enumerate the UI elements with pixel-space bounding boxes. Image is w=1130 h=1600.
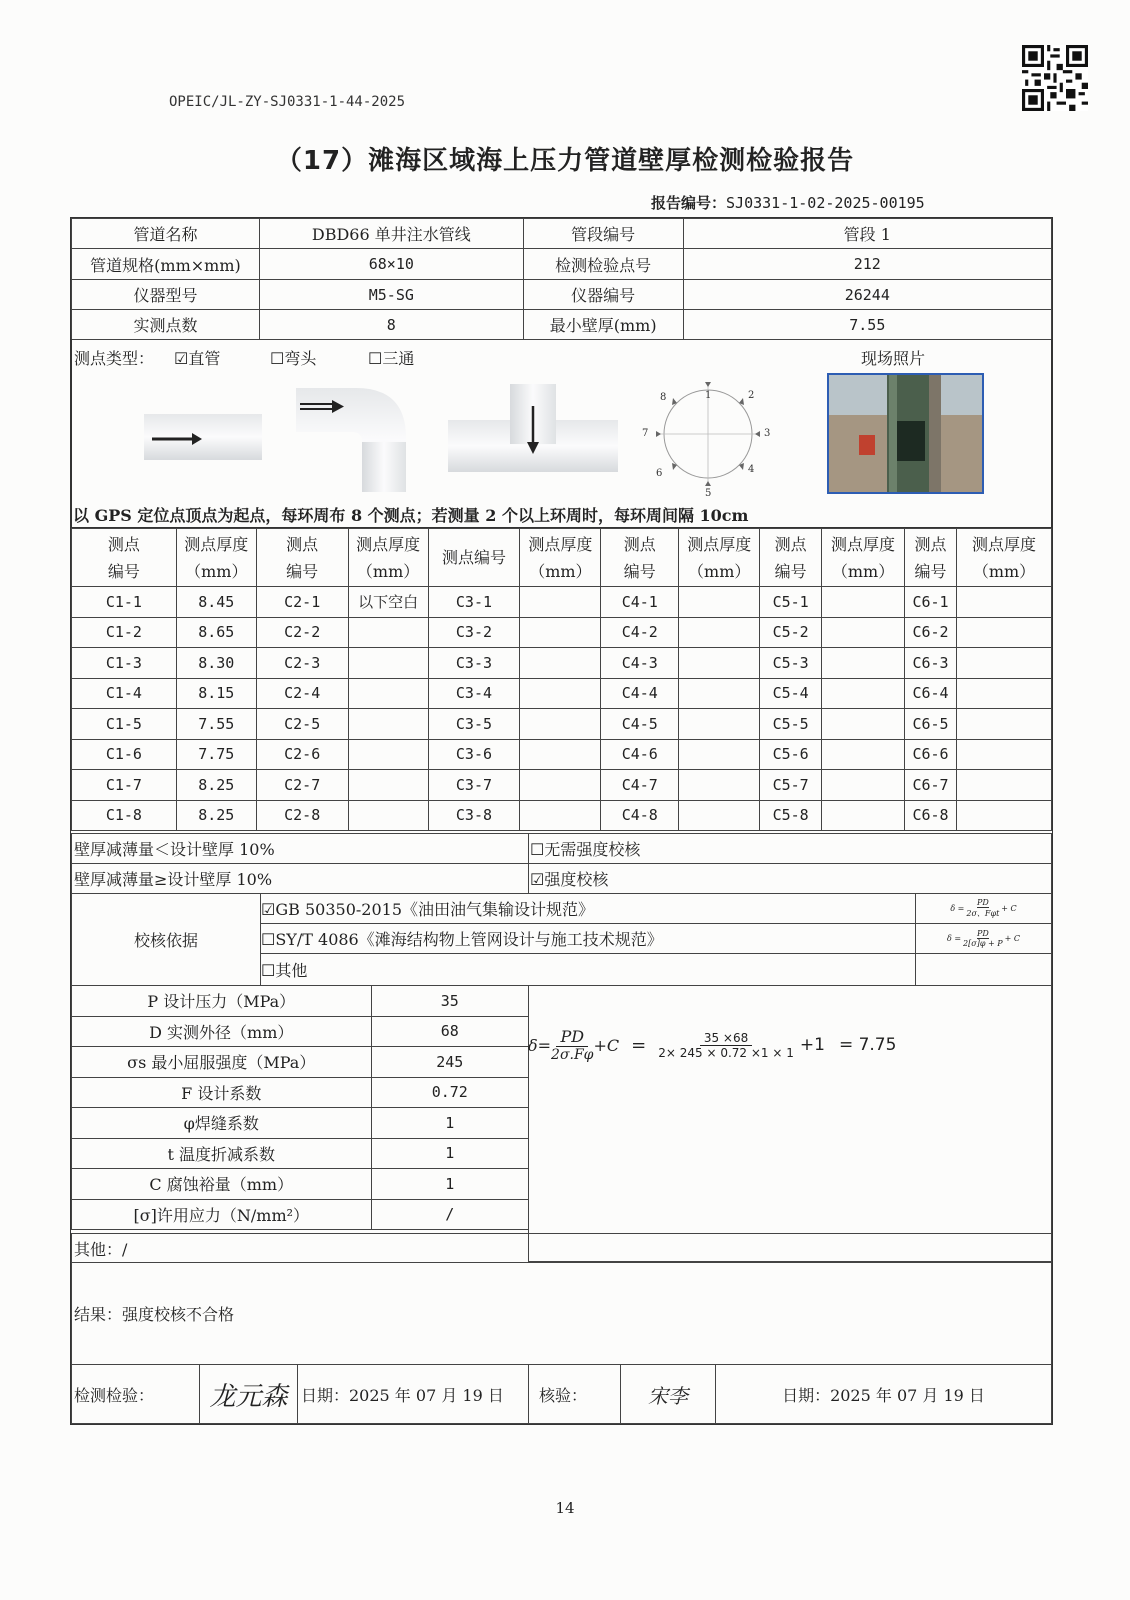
- point-id-cell: C1-3: [72, 648, 177, 679]
- param-label: F 设计系数: [72, 1077, 372, 1108]
- param-value: 0.72: [371, 1077, 528, 1108]
- segment-value: 管段 1: [683, 219, 1051, 249]
- measure-header-8: 测点 编号: [760, 529, 822, 587]
- point-id-cell: C6-6: [905, 739, 957, 770]
- strength-check-option: ☑强度校核: [528, 863, 1052, 894]
- basis-opt1: ☑GB 50350-2015《油田油气集输设计规范》: [260, 893, 916, 924]
- calculation: δ= $\frac{PD}{2\sigma.F\varphi}$ +C = $\frac{35 \times 68}{2\times 245 \times 0.72 \times 1 \times 1}$ +1 = 7.75: [528, 1027, 897, 1063]
- thickness-cell: 8.25: [176, 770, 256, 801]
- basis-formula2: δ = $\frac{PD}{2[\sigma]\varphi + P}$ + C: [915, 923, 1052, 954]
- basis-formula1: δ = PD 2σ、Fφt + C: [915, 893, 1052, 924]
- count-label: 实测点数: [72, 310, 260, 340]
- point-id-cell: C4-7: [601, 770, 679, 801]
- diagram-num-1: 1: [705, 390, 712, 401]
- point-id-cell: C4-3: [601, 648, 679, 679]
- point-id-cell: C2-2: [256, 617, 348, 648]
- page-title: （17）滩海区域海上压力管道壁厚检测检验报告: [275, 146, 855, 176]
- min-thick-value: 7.55: [683, 310, 1051, 340]
- param-label: σs 最小屈服强度（MPa）: [72, 1047, 372, 1078]
- gps-note: 以 GPS 定位点顶点为起点，每环周布 8 个测点；若测量 2 个以上环周时，每环周间隔 10cm: [73, 506, 749, 525]
- point-id-cell: C1-8: [72, 800, 177, 831]
- point-id-cell: C2-7: [256, 770, 348, 801]
- no-check-option: ☐无需强度校核: [528, 833, 1052, 864]
- other-row: 其他：/: [71, 1233, 1052, 1263]
- point-id-cell: C4-8: [601, 800, 679, 831]
- point-id-cell: C2-4: [256, 678, 348, 709]
- basis-opt3: ☐其他: [260, 953, 916, 986]
- min-thick-label: 最小壁厚(mm): [523, 310, 683, 340]
- param-value: 245: [371, 1047, 528, 1078]
- thickness-cell: 7.55: [176, 709, 256, 740]
- point-id-cell: C4-5: [601, 709, 679, 740]
- basis-opt2: ☐SY/T 4086《滩海结构物上管网设计与施工技术规范》: [260, 923, 916, 954]
- point-id-cell: C6-8: [905, 800, 957, 831]
- point-id-cell: C5-6: [760, 739, 822, 770]
- reduction-less-row: 壁厚减薄量＜设计壁厚 10%: [71, 833, 529, 864]
- measure-header-1: 测点厚度 （mm）: [176, 529, 256, 587]
- point-id-cell: C1-6: [72, 739, 177, 770]
- instrument-no-label: 仪器编号: [523, 280, 683, 310]
- thickness-cell: 8.30: [176, 648, 256, 679]
- point-id-cell: C3-4: [428, 678, 520, 709]
- point-no-value: 212: [683, 249, 1051, 280]
- point-id-cell: C3-1: [428, 587, 520, 618]
- measure-header-6: 测点 编号: [601, 529, 679, 587]
- thickness-cell: 7.75: [176, 739, 256, 770]
- point-id-cell: C5-4: [760, 678, 822, 709]
- spec-label: 管道规格(mm×mm): [72, 249, 260, 280]
- instrument-model-label: 仪器型号: [72, 280, 260, 310]
- inspector-label: 检测检验：: [71, 1364, 200, 1424]
- point-id-cell: C3-8: [428, 800, 520, 831]
- point-id-cell: C4-2: [601, 617, 679, 648]
- param-label: [σ]许用应力（N/mm²）: [72, 1199, 372, 1230]
- report-number: 报告编号：SJ0331-1-02-2025-00195: [651, 194, 925, 212]
- point-id-cell: C4-6: [601, 739, 679, 770]
- param-value: 68: [371, 1016, 528, 1047]
- instrument-no-value: 26244: [683, 280, 1051, 310]
- param-label: D 实测外径（mm）: [72, 1016, 372, 1047]
- tee-checkbox: ☐三通: [368, 349, 415, 368]
- point-id-cell: C3-3: [428, 648, 520, 679]
- point-id-cell: C2-6: [256, 739, 348, 770]
- param-value: 35: [371, 986, 528, 1017]
- param-value: /: [371, 1199, 528, 1230]
- point-id-cell: C6-5: [905, 709, 957, 740]
- point-id-cell: C3-6: [428, 739, 520, 770]
- thickness-cell: 以下空白: [348, 587, 428, 618]
- point-id-cell: C5-8: [760, 800, 822, 831]
- point-id-cell: C6-3: [905, 648, 957, 679]
- point-id-cell: C3-2: [428, 617, 520, 648]
- measure-header-2: 测点 编号: [256, 529, 348, 587]
- photo-label: 现场照片: [861, 349, 926, 368]
- page-number: 14: [555, 1499, 575, 1517]
- thickness-cell: 8.15: [176, 678, 256, 709]
- thickness-cell: 8.65: [176, 617, 256, 648]
- point-id-cell: C5-3: [760, 648, 822, 679]
- param-label: C 腐蚀裕量（mm）: [72, 1169, 372, 1200]
- result-row: 结果：强度校核不合格: [71, 1262, 1052, 1365]
- pipe-name-label: 管道名称: [72, 219, 260, 249]
- straight-pipe-checkbox: ☑直管: [174, 349, 221, 368]
- thickness-cell: 8.25: [176, 800, 256, 831]
- elbow-checkbox: ☐弯头: [270, 349, 317, 368]
- measure-header-10: 测点 编号: [905, 529, 957, 587]
- diagram-num-3: 3: [764, 428, 771, 439]
- point-id-cell: C6-1: [905, 587, 957, 618]
- diagram-num-2: 2: [748, 390, 755, 401]
- param-label: P 设计压力（MPa）: [72, 986, 372, 1017]
- point-id-cell: C2-5: [256, 709, 348, 740]
- point-id-cell: C1-1: [72, 587, 177, 618]
- point-id-cell: C5-5: [760, 709, 822, 740]
- inspector-signature: 龙元森: [199, 1364, 298, 1424]
- point-id-cell: C2-1: [256, 587, 348, 618]
- param-label: t 温度折减系数: [72, 1138, 372, 1169]
- date-inspector: 日期：2025 年 07 月 19 日: [297, 1364, 529, 1424]
- qr-code-icon: [1022, 45, 1088, 111]
- basis-label-cell: 校核依据: [71, 893, 261, 986]
- measure-header-11: 测点厚度 （mm）: [956, 529, 1051, 587]
- point-id-cell: C6-7: [905, 770, 957, 801]
- point-id-cell: C5-1: [760, 587, 822, 618]
- param-value: 1: [371, 1138, 528, 1169]
- diagram-num-8: 8: [660, 392, 667, 403]
- point-id-cell: C1-7: [72, 770, 177, 801]
- diagram-num-5: 5: [705, 488, 712, 498]
- point-id-cell: C2-8: [256, 800, 348, 831]
- point-id-cell: C5-7: [760, 770, 822, 801]
- point-id-cell: C6-4: [905, 678, 957, 709]
- diagram-num-7: 7: [642, 428, 649, 439]
- document-code: OPEIC/JL-ZY-SJ0331-1-44-2025: [169, 94, 406, 110]
- pipe-name-value: DBD66 单井注水管线: [259, 219, 523, 249]
- measure-header-9: 测点厚度 （mm）: [822, 529, 905, 587]
- point-id-cell: C5-2: [760, 617, 822, 648]
- point-id-cell: C1-5: [72, 709, 177, 740]
- point-id-cell: C4-1: [601, 587, 679, 618]
- point-id-cell: C1-4: [72, 678, 177, 709]
- point-id-cell: C4-4: [601, 678, 679, 709]
- reduction-more-row: 壁厚减薄量≥设计壁厚 10%: [71, 863, 529, 894]
- point-id-cell: C3-5: [428, 709, 520, 740]
- thickness-cell: 8.45: [176, 587, 256, 618]
- point-type-label: 测点类型：: [74, 349, 155, 368]
- param-value: 1: [371, 1108, 528, 1139]
- instrument-model-value: M5-SG: [259, 280, 523, 310]
- point-id-cell: C3-7: [428, 770, 520, 801]
- param-label: φ焊缝系数: [72, 1108, 372, 1139]
- measure-header-3: 测点厚度 （mm）: [348, 529, 428, 587]
- measure-header-0: 测点 编号: [72, 529, 177, 587]
- measure-header-5: 测点厚度 （mm）: [520, 529, 601, 587]
- measure-header-4: 测点编号: [428, 529, 520, 587]
- point-no-label: 检测检验点号: [523, 249, 683, 280]
- param-value: 1: [371, 1169, 528, 1200]
- point-id-cell: C6-2: [905, 617, 957, 648]
- segment-label: 管段编号: [523, 219, 683, 249]
- measure-header-7: 测点厚度 （mm）: [679, 529, 760, 587]
- diagram-num-4: 4: [748, 464, 755, 475]
- count-value: 8: [259, 310, 523, 340]
- diagram-num-6: 6: [656, 468, 663, 479]
- review-signature: 宋李: [620, 1364, 716, 1424]
- table-frame: [70, 217, 1053, 1425]
- spec-value: 68×10: [259, 249, 523, 280]
- review-label: 核验：: [528, 1364, 621, 1424]
- point-id-cell: C1-2: [72, 617, 177, 648]
- point-id-cell: C2-3: [256, 648, 348, 679]
- date-review: 日期：2025 年 07 月 19 日: [715, 1364, 1052, 1424]
